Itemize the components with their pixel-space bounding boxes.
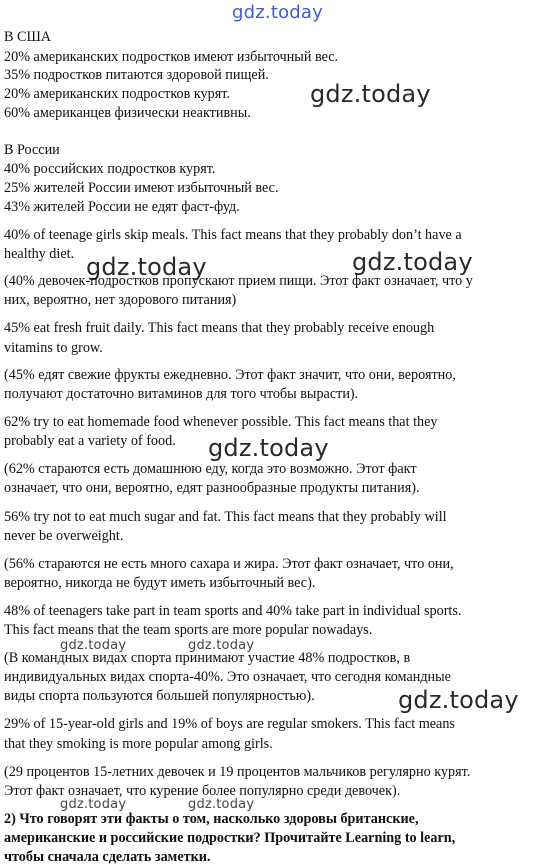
statement-ru: них, вероятно, нет здорового питания) [4,292,237,308]
watermark-top: gdz.today [232,2,324,23]
watermark: gdz.today [60,638,127,653]
statement-ru: (45% едят свежие фрукты ежедневно. Этот факт значит, что они, вероятно, [4,367,456,383]
watermark: gdz.today [208,434,329,462]
statement-en: 62% try to eat homemade food whenever possible. This fact means that they [4,414,438,430]
task-text: чтобы сначала сделать заметки. [4,849,211,865]
watermark: gdz.today [352,248,473,276]
statement-en: 29% of 15-year-old girls and 19% of boys are regular smokers. This fact means [4,716,455,732]
watermark: gdz.today [310,80,431,108]
task-text: 2) Что говорят эти факты о том, насколько здоровы британские, [4,811,419,827]
watermark: gdz.today [188,638,255,653]
statement-ru: виды спорта пользуются большей популярностью). [4,688,315,704]
usa-heading: В США [4,29,52,45]
russia-fact: 43% жителей России не едят фаст-фуд. [4,199,240,215]
statement-en: that they smoking is more popular among girls. [4,736,273,752]
usa-fact: 35% подростков питаются здоровой пищей. [4,67,269,83]
statement-en: healthy diet. [4,246,75,262]
usa-fact: 60% американцев физически неактивны. [4,105,251,121]
statement-en: probably eat a variety of food. [4,433,176,449]
watermark: gdz.today [188,797,255,812]
russia-heading: В России [4,142,60,158]
statement-ru: получают достаточно витаминов для того чтобы вырасти). [4,386,359,402]
statement-ru: индивидуальных видах спорта-40%. Это означает, что сегодня командные [4,669,451,685]
statement-en: vitamins to grow. [4,340,103,356]
task-text: американские и российские подростки? Прочитайте Learning to learn, [4,830,456,846]
statement-en: never be overweight. [4,528,124,544]
statement-ru: (29 процентов 15-летних девочек и 19 процентов мальчиков регулярно курят. [4,764,471,780]
watermark: gdz.today [398,686,519,714]
usa-fact: 20% американских подростков курят. [4,86,230,102]
statement-ru: (56% стараются не есть много сахара и жира. Этот факт означает, что они, [4,556,454,572]
usa-fact: 20% американских подростков имеют избыточный вес. [4,49,339,65]
watermark: gdz.today [60,797,127,812]
statement-en: 40% of teenage girls skip meals. This fact means that they probably don’t have a [4,227,462,243]
statement-ru: вероятно, никогда не будут иметь избыточный вес). [4,575,316,591]
statement-en: 48% of teenagers take part in team sports and 40% take part in individual sports. [4,603,462,619]
russia-fact: 40% российских подростков курят. [4,161,216,177]
statement-ru: (62% стараются есть домашнюю еду, когда это возможно. Этот факт [4,461,417,477]
russia-fact: 25% жителей России имеют избыточный вес. [4,180,279,196]
statement-ru: означает, что они, вероятно, едят разнообразные продукты питания). [4,480,420,496]
watermark: gdz.today [86,253,207,281]
statement-en: This fact means that the team sports are more popular nowadays. [4,622,373,638]
statement-ru: (40% девочек-подростков пропускают прием пищи. Этот факт означает, что у [4,273,473,289]
statement-en: 45% eat fresh fruit daily. This fact means that they probably receive enough [4,320,435,336]
statement-ru: (В командных видах спорта принимают участие 48% подростков, в [4,650,411,666]
statement-ru: Этот факт означает, что курение более популярно среди девочек). [4,783,401,799]
statement-en: 56% try not to eat much sugar and fat. This fact means that they probably will [4,509,447,525]
